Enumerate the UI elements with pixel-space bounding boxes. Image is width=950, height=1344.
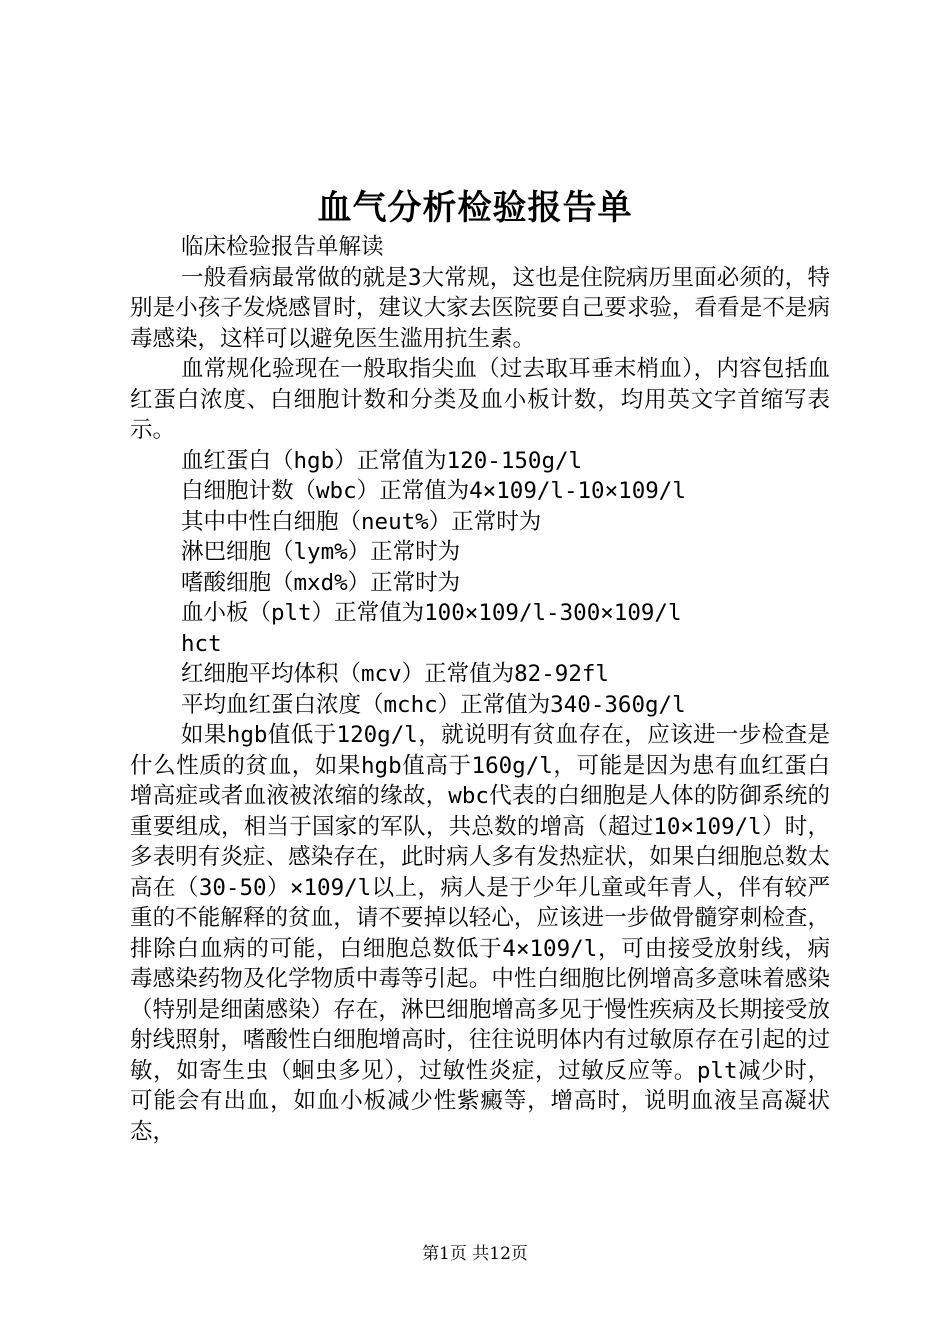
mchc-line: 平均血红蛋白浓度（mchc）正常值为340-360g/l — [181, 691, 686, 718]
intro-paragraph: 一般看病最常做的就是3大常规，这也是住院病历里面必须的，特别是小孩子发烧感冒时，建议大家去医院要自己要求验，看看是不是病毒感染，这样可以避免医生滥用抗生素。 — [130, 264, 830, 352]
subtitle-paragraph: 临床检验报告单解读 — [181, 234, 384, 260]
mxd-line: 嗜酸细胞（mxd%）正常时为 — [181, 569, 461, 596]
document-title: 血气分析检验报告单 — [317, 188, 633, 228]
mcv-line: 红细胞平均体积（mcv）正常值为82-92fl — [181, 661, 609, 687]
lym-line: 淋巴细胞（lym%）正常时为 — [181, 539, 461, 565]
page-number: 第1页 — [422, 1244, 467, 1264]
hct-line: hct — [181, 630, 222, 657]
page-footer — [0, 1242, 950, 1266]
hgb-line: 血红蛋白（hgb）正常值为120-150g/l — [181, 447, 583, 474]
blood-routine-paragraph: 血常规化验现在一般取指尖血（过去取耳垂末梢血），内容包括血红蛋白浓度、白细胞计数和分类及血小板计数，均用英文字首缩写表示。 — [130, 356, 830, 443]
plt-line: 血小板（plt）正常值为100×109/l-300×109/l — [181, 600, 682, 626]
wbc-line: 白细胞计数（wbc）正常值为4×109/l-10×109/l — [181, 478, 686, 504]
document-body — [130, 232, 830, 1147]
page-total: 共12页 — [472, 1244, 528, 1264]
neut-line: 其中中性白细胞（neut%）正常时为 — [181, 508, 542, 535]
interpretation-paragraph: 如果hgb值低于120g/l，就说明有贫血存在，应该进一步检查是什么性质的贫血，如果hgb值高于160g/l，可能是因为患有血红蛋白增高症或者血液被浓缩的缘故，wbc代表的白细胞是人体的防御系统的重要组成，相当于国家的军队，共总数的增高（超过10×109/l）时，多表明有炎症、感染存在，此时病人多有发热症状，如果白细胞总数太高在（30-50）×109/l以上，病人是于少年儿童或年青人，伴有较严重的不能解释的贫血，请不要掉以轻心，应该进一步做骨髓穿刺检查，排除白血病的可能，白细胞总数低于4×109/l，可由接受放射线，病毒感染药物及化学物质中毒等引起。中性白细胞比例增高多意味着感染（特别是细菌感染）存在，淋巴细胞增高多见于慢性疾病及长期接受放射线照射，嗜酸性白细胞增高时，往往说明体内有过敏原存在引起的过敏，如寄生虫（蛔虫多见），过敏性炎症，过敏反应等。plt减少时，可能会有出血，如血小板减少性紫癜等，增高时，说明血液呈高凝状态， — [130, 722, 830, 1145]
